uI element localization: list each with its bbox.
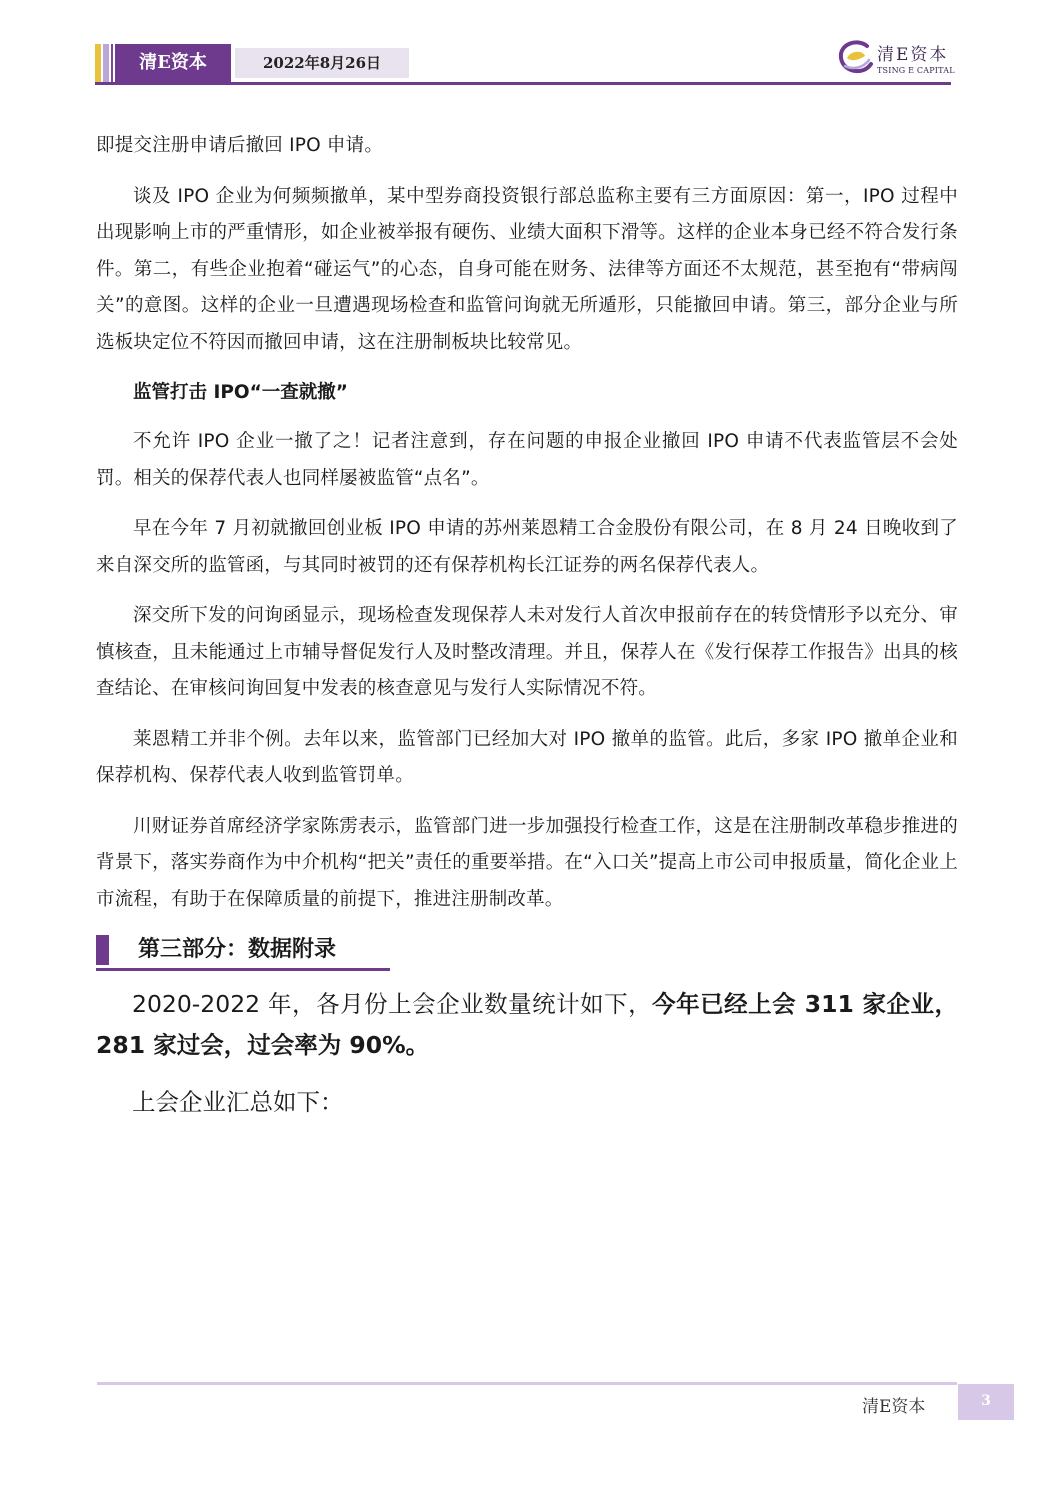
- paragraph-1: 即提交注册申请后撤回 IPO 申请。: [96, 135, 384, 156]
- paragraph-7: 川财证券首席经济学家陈雳表示，监管部门进一步加强投行检查工作，这是在注册制改革稳步推进的背景下，落实券商作为中介机构“把关”责任的重要举措。在“入口关”提高上市公司申报质量，简化企业上市流程，有助于在保障质量的前提下，推进注册制改革。: [96, 815, 958, 910]
- statistics-highlight: 今年已经上会 311 家企业，281 家过会，过会率为 90%。: [96, 990, 959, 1059]
- section-heading: [96, 932, 958, 970]
- header-rule: [95, 82, 951, 85]
- logo-chinese-text: 清E资本: [877, 45, 949, 65]
- subheading: 监管打击 IPO“一查就撤”: [133, 382, 348, 403]
- section-underline: [96, 968, 390, 971]
- section-title: 第三部分：数据附录: [138, 937, 337, 962]
- paragraph-2: 谈及 IPO 企业为何频频撤单，某中型券商投资银行部总监称主要有三方面原因：第一，IPO 过程中出现影响上市的严重情形，如企业被举报有硬伤、业绩大面积下滑等。这样的企业本身已经不符合发行条件。第二，有些企业抱着“碰运气”的心态，自身可能在财务、法律等方面还不太规范，甚至抱有“带病闯关”的意图。这样的企业一旦遭遇现场检查和监管问询就无所遁形，只能撤回申请。第三，部分企业与所选板块定位不符因而撤回申请，这在注册制板块比较常见。: [96, 185, 958, 353]
- header-accent-bar-lilac: [103, 44, 109, 82]
- page-header: [95, 44, 955, 86]
- paragraph-4: 早在今年 7 月初就撤回创业板 IPO 申请的苏州莱恩精工合金股份有限公司，在 8 月 24 日晚收到了来自深交所的监管函，与其同时被罚的还有保荐机构长江证券的两名保荐代表人。: [96, 518, 958, 576]
- summary-intro: 上会企业汇总如下：: [132, 1088, 344, 1116]
- page-number: 3: [958, 1384, 1014, 1420]
- paragraph-3: 不允许 IPO 企业一撤了之！记者注意到，存在问题的申报企业撤回 IPO 申请不代表监管层不会处罚。相关的保荐代表人也同样屡被监管“点名”。: [96, 431, 958, 489]
- section-marker: [96, 935, 109, 965]
- statistics-text: 2020-2022 年，各月份上会企业数量统计如下，: [132, 990, 653, 1018]
- company-logo: [833, 36, 953, 80]
- article-body: [96, 128, 958, 1139]
- header-accent-bar-purple: [111, 44, 113, 82]
- paragraph-6: 莱恩精工并非个例。去年以来，监管部门已经加大对 IPO 撤单的监管。此后，多家 IPO 撤单企业和保荐机构、保荐代表人收到监管罚单。: [96, 728, 958, 786]
- footer-brand: 清E资本: [862, 1397, 926, 1417]
- header-date: 2022年8月26日: [235, 48, 409, 78]
- statistics-paragraph: [96, 984, 958, 1066]
- footer-rule: [97, 1382, 957, 1385]
- header-brand: 清E资本: [115, 44, 231, 82]
- paragraph-5: 深交所下发的问询函显示，现场检查发现保荐人未对发行人首次申报前存在的转贷情形予以充分、审慎核查，且未能通过上市辅导督促发行人及时整改清理。并且，保荐人在《发行保荐工作报告》出具的核查结论、在审核问询回复中发表的核查意见与发行人实际情况不符。: [96, 605, 958, 699]
- header-accent-bar-yellow: [95, 44, 101, 82]
- logo-english-text: TSING E CAPITAL: [877, 66, 955, 75]
- logo-swirl-icon: [833, 36, 877, 80]
